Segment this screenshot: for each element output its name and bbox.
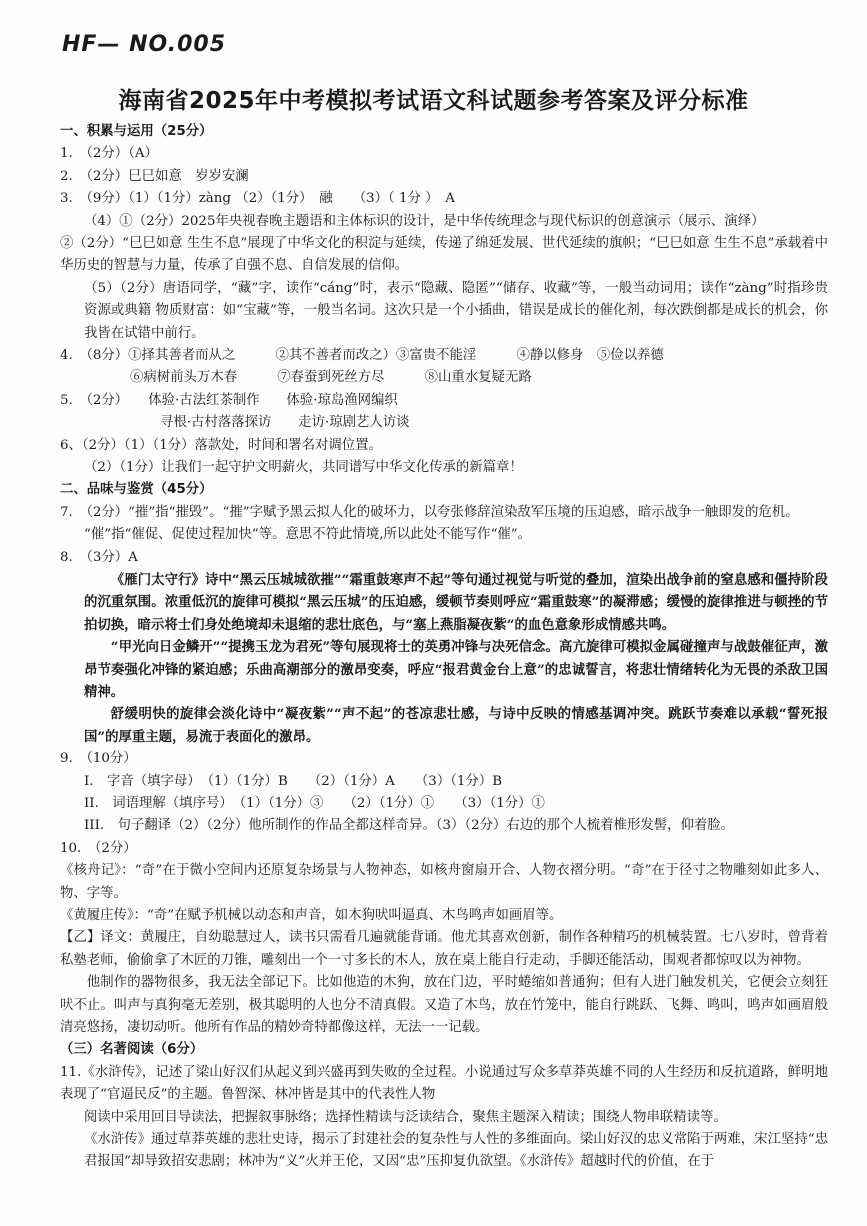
answer-q10-translation-1: 【乙】译文：黄履庄，自幼聪慧过人，读书只需看几遍就能背诵。他尤其喜欢创新，制作各种精巧的机械装置。七八岁时，曾背着私塾老师，偷偷拿了木匠的刀锥，雕刻出一个一寸多长的木人，放在桌上能自行走动，手脚还能活动，围观者都惊叹以为神物。 (60, 930, 828, 968)
answer-q10: 10. （2分） (60, 840, 137, 856)
section-heading-2: 二、品味与鉴赏（45分） (60, 482, 213, 498)
section-heading-3: （三）名著阅读（6分） (60, 1042, 204, 1058)
answer-q3: 3. （9分）（1）（1分）zàng （2）（1分） 融 （3）（ 1分 ） A (60, 191, 455, 207)
answer-q5-line1: 5. （2分） 体验·古法红茶制作 体验·琼岛渔网编织 (60, 392, 398, 408)
answer-q3-5: （5）（2分）唐语同学，“藏”字，读作“cáng”时，表示“隐藏、隐匿”“储存、收藏”等，一般当动词用；读作“zàng”时指珍贵资源或典籍 物质财富：如“宝藏”等，一般当名词。这次只是一个小插曲，错误是成长的催化剂，每次跌倒都是成长的机会，你我皆在试错中前行。 (84, 280, 828, 341)
answer-q7-line2: “催”指“催促、促使过程加快”等。意思不符此情境,所以此处不能写作“催”。 (84, 527, 532, 543)
answer-q6-line2: （2）（1分）让我们一起守护文明薪火，共同谱写中华文化传承的新篇章！ (84, 459, 523, 475)
answer-q7-line1: 7. （2分）“摧”指“摧毁”。“摧”字赋予黑云拟人化的破坏力，以夸张修辞渲染敌军压境的压迫感，暗示战争一触即发的危机。 (60, 504, 799, 520)
answer-q9: 9. （10分） (60, 751, 137, 767)
answer-q8-para2: “甲光向日金鳞开”“提携玉龙为君死”等句展现将士的英勇冲锋与决死信念。高亢旋律可模拟金属碰撞声与战鼓催征声，激昂节奏强化冲锋的紧迫感；乐曲高潮部分的激昂变奏，呼应“报君黄金台上意”的忠诚誓言，将悲壮情绪转化为无畏的杀敌卫国精神。 (84, 639, 828, 700)
answer-q10-huanglvzhuang: 《黄履庄传》：“奇”在赋予机械以动态和声音，如木狗吠叫逼真、木鸟鸣声如画眉等。 (60, 907, 563, 923)
answer-q11-para1: 11.《水浒传》，记述了梁山好汉们从起义到兴盛再到失败的全过程。小说通过写众多草莽英雄不同的人生经历和反抗道路，鲜明地表现了“官逼民反”的主题。鲁智深、林冲皆是其中的代表性人物 (60, 1064, 828, 1103)
answer-q10-heshouji: 《核舟记》：“奇”在于微小空间内还原复杂场景与人物神态，如核舟窗扇开合、人物衣褶分明。“奇”在于径寸之物雕刻如此多人、物、字等。 (60, 863, 828, 901)
answer-q11-para2: 阅读中采用回目导读法，把握叙事脉络；选择性精读与泛读结合，聚焦主题深入精读；围绕人物串联精读等。 (84, 1109, 727, 1125)
answer-q8-para3: 舒缓明快的旋律会淡化诗中“凝夜紫”“声不起”的苍凉悲壮感，与诗中反映的情感基调冲突。跳跃节奏难以承载“誓死报国”的厚重主题，易流于表面化的激昂。 (84, 706, 828, 745)
document-code: HF— NO.005 (62, 32, 227, 57)
answer-q5-line2: 寻根·古村落落探访 走访·琼剧艺人访谈 (160, 415, 410, 431)
answer-q8: 8. （3分）A (60, 549, 138, 565)
answer-q9-part3: III. 句子翻译（2）（2分）他所制作的作品全都这样奇异。（3）（2分）右边的那个人梳着椎形发髻，仰着脸。 (84, 818, 735, 834)
answer-q3-4b: ②（2分）“巳巳如意 生生不息”展现了中华文化的积淀与延续，传递了绵延发展、世代延续的旗帜；“巳巳如意 生生不息”承载着中华历史的智慧与力量，传承了自强不息、自信发展的信仰。 (60, 235, 828, 274)
answer-content (60, 121, 828, 1174)
answer-q9-part2: II. 词语理解（填序号） （1）（1分）③ （2）（1分）① （3）（1分）① (84, 795, 545, 811)
answer-q4-line2: ⑥病树前头万木春 ⑦春蚕到死丝方尽 ⑧山重水复疑无路 (130, 370, 532, 386)
answer-q9-part1: I. 字音（填字母） （1）（1分）B （2）（1分）A （3）（1分）B (84, 773, 503, 789)
answer-q4-line1: 4. （8分）①择其善者而从之 ②其不善者而改之）③富贵不能淫 ④静以修身 ⑤俭以养德 (60, 347, 664, 363)
answer-q1: 1. （2分）（A） (60, 146, 158, 162)
answer-q3-4a: （4）①（2分）2025年央视春晚主题语和主体标识的设计，是中华传统理念与现代标识的创意演示（展示、演绎） (84, 213, 765, 229)
answer-q11-para3: 《水浒传》通过草莽英雄的悲壮史诗，揭示了封建社会的复杂性与人性的多维面向。梁山好汉的忠义常陷于两难，宋江坚持“忠君报国”却导致招安悲剧；林冲为“义”火并王伦，又因“忠”压抑复仇欲望。《水浒传》超越时代的价值，在于 (84, 1131, 828, 1170)
answer-q2: 2. （2分）巳巳如意 岁岁安澜 (60, 168, 249, 184)
answer-q10-translation-2: 他制作的器物很多，我无法全部记下。比如他造的木狗，放在门边，平时蜷缩如普通狗；但有人进门触发机关，它便会立刻狂吠不止。叫声与真狗毫无差别，极其聪明的人也分不清真假。又造了木鸟，放在竹笼中，能自行跳跃、飞舞、鸣叫，鸣声如画眉般清亮悠扬，凄切动听。他所有作品的精妙奇特都像这样，无法一一记载。 (60, 975, 828, 1035)
section-heading-1: 一、积累与运用（25分） (60, 124, 213, 139)
answer-q6-line1: 6、（2分）（1）（1分）落款处，时间和署名对调位置。 (60, 437, 382, 453)
page-title: 海南省2025年中考模拟考试语文科试题参考答案及评分标准 (118, 88, 749, 114)
answer-q8-para1: 《雁门太守行》诗中“黑云压城城欲摧”“霜重鼓寒声不起”等句通过视觉与听觉的叠加，渲染出战争前的窒息感和僵持阶段的沉重氛围。浓重低沉的旋律可模拟“黑云压城”的压迫感，缓顿节奏则呼应“霜重鼓寒”的凝滞感；缓慢的旋律推进与顿挫的节拍切换，暗示将士们身处绝境却未退缩的悲壮底色，与“塞上燕脂凝夜紫”的血色意象形成情感共鸣。 (84, 571, 828, 633)
